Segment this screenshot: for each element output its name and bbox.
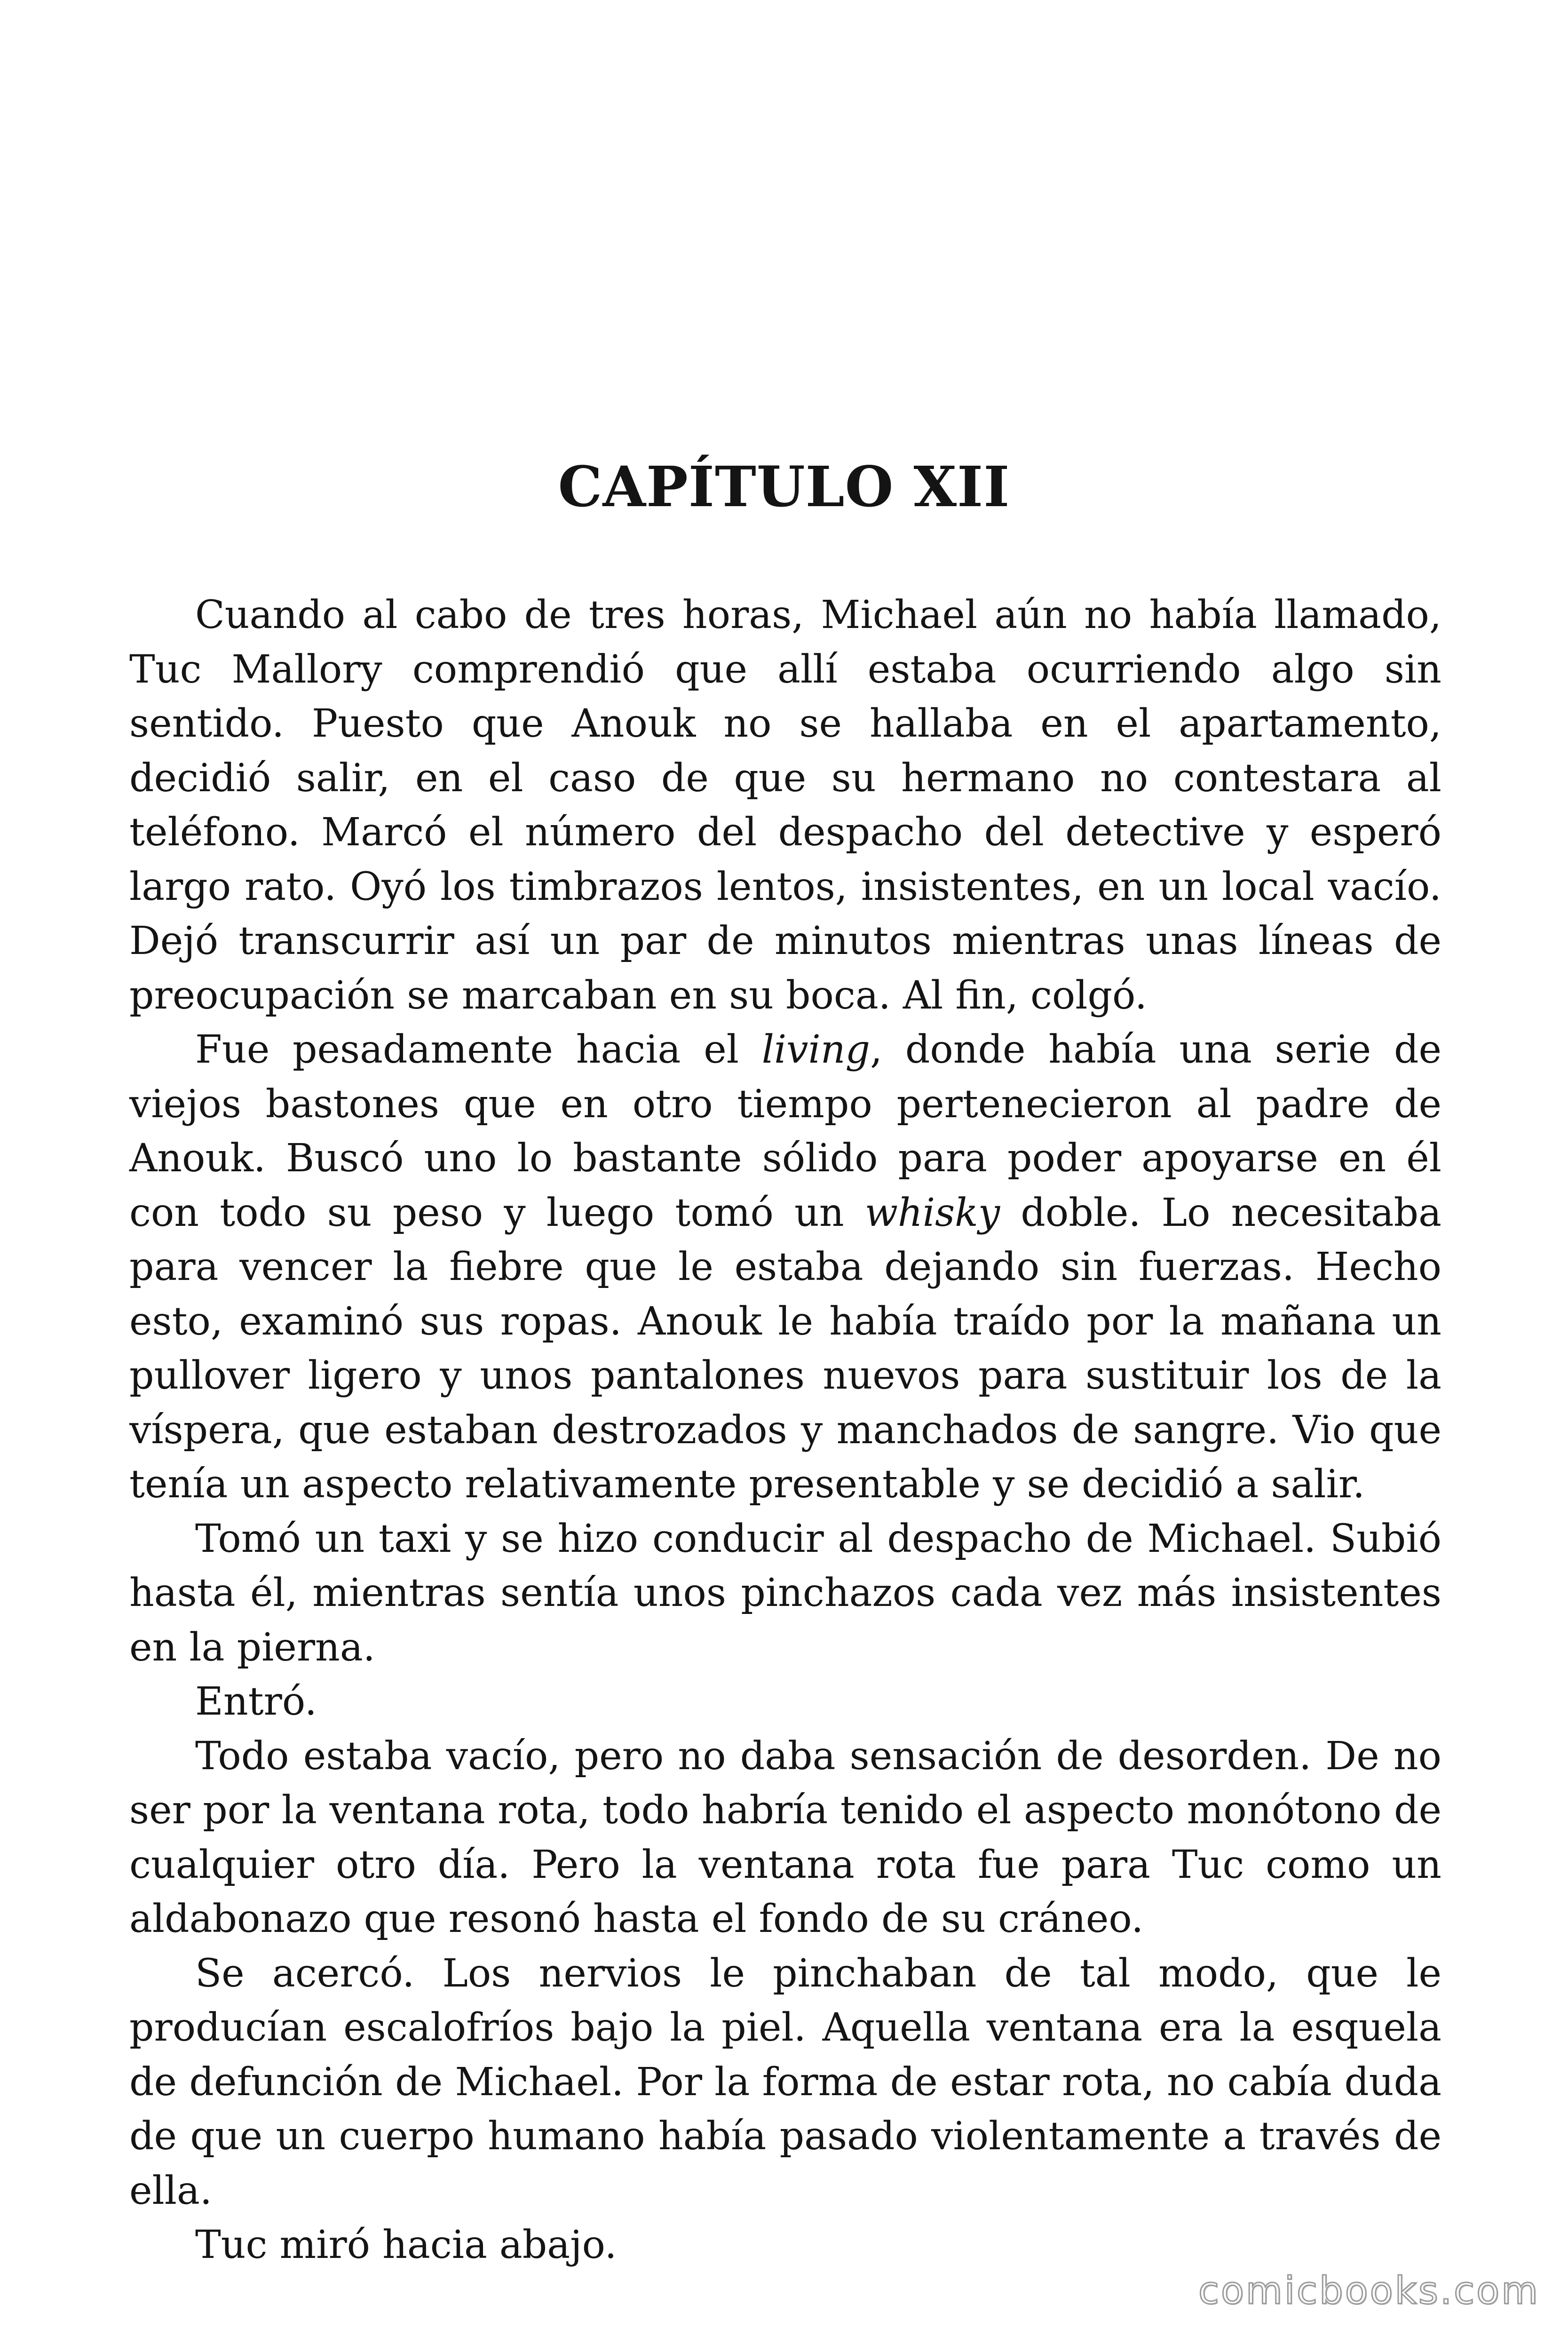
paragraph-7: [129, 2218, 1441, 2273]
paragraph-text: Se acercó. Los nervios le pinchaban de tal modo, que le producían escalofríos bajo la piel. Aquella ventana era la esquela de defunción de Michael. Por la forma de estar rota, no cabía duda de que un cuerpo humano había pasado violentamente a través de ella.: [129, 1951, 1441, 2213]
paragraph-3: [129, 1512, 1441, 1675]
paragraph-1: [129, 588, 1441, 1023]
chapter-title: CAPÍTULO XII: [558, 454, 1010, 519]
paragraph-text: Tuc miró hacia abajo.: [195, 2223, 617, 2267]
chapter-body: [129, 588, 1441, 2273]
italic-term-living: living: [761, 1027, 871, 1072]
paragraph-6: [129, 1947, 1441, 2218]
paragraph-4: [129, 1675, 1441, 1729]
paragraph-text: Tomó un taxi y se hizo conducir al despacho de Michael. Subió hasta él, mientras sentía unos pinchazos cada vez más insistentes en la pierna.: [129, 1516, 1441, 1670]
paragraph-text: Cuando al cabo de tres horas, Michael aún no había llamado, Tuc Mallory comprendió que allí estaba ocurriendo algo sin sentido. Puesto que Anouk no se hallaba en el apartamento, decidió salir, en el caso de que su hermano no contestara al teléfono. Marcó el número del despacho del detective y esperó largo rato. Oyó los timbrazos lentos, insistentes, en un local vacío. Dejó transcurrir así un par de minutos mientras unas líneas de preocupación se marcaban en su boca. Al fin, colgó.: [129, 593, 1441, 1018]
italic-term-whisky: whisky: [864, 1190, 1000, 1235]
paragraph-text: Fue pesadamente hacia el: [195, 1027, 762, 1072]
paragraph-text: , donde había una serie de viejos bastones que en otro tiempo pertenecieron al padre de Anouk. Buscó uno lo bastante sólido para poder apoyarse en él con todo su peso y luego tomó un: [129, 1027, 1441, 1235]
paragraph-text: Entró.: [195, 1679, 317, 1724]
paragraph-5: [129, 1729, 1441, 1947]
paragraph-text: doble. Lo necesitaba para vencer la fiebre que le estaba dejando sin fuerzas. Hecho esto, examinó sus ropas. Anouk le había traído por la mañana un pullover ligero y unos pantalones nuevos para sustituir los de la víspera, que estaban destrozados y manchados de sangre. Vio que tenía un aspecto relativamente presentable y se decidió a salir.: [129, 1190, 1441, 1507]
paragraph-2: [129, 1023, 1441, 1512]
paragraph-text: Todo estaba vacío, pero no daba sensación de desorden. De no ser por la ventana rota, todo habría tenido el aspecto monótono de cualquier otro día. Pero la ventana rota fue para Tuc como un aldabonazo que resonó hasta el fondo de su cráneo.: [129, 1733, 1441, 1941]
watermark-logo: comicbooks.com: [1198, 2269, 1540, 2312]
